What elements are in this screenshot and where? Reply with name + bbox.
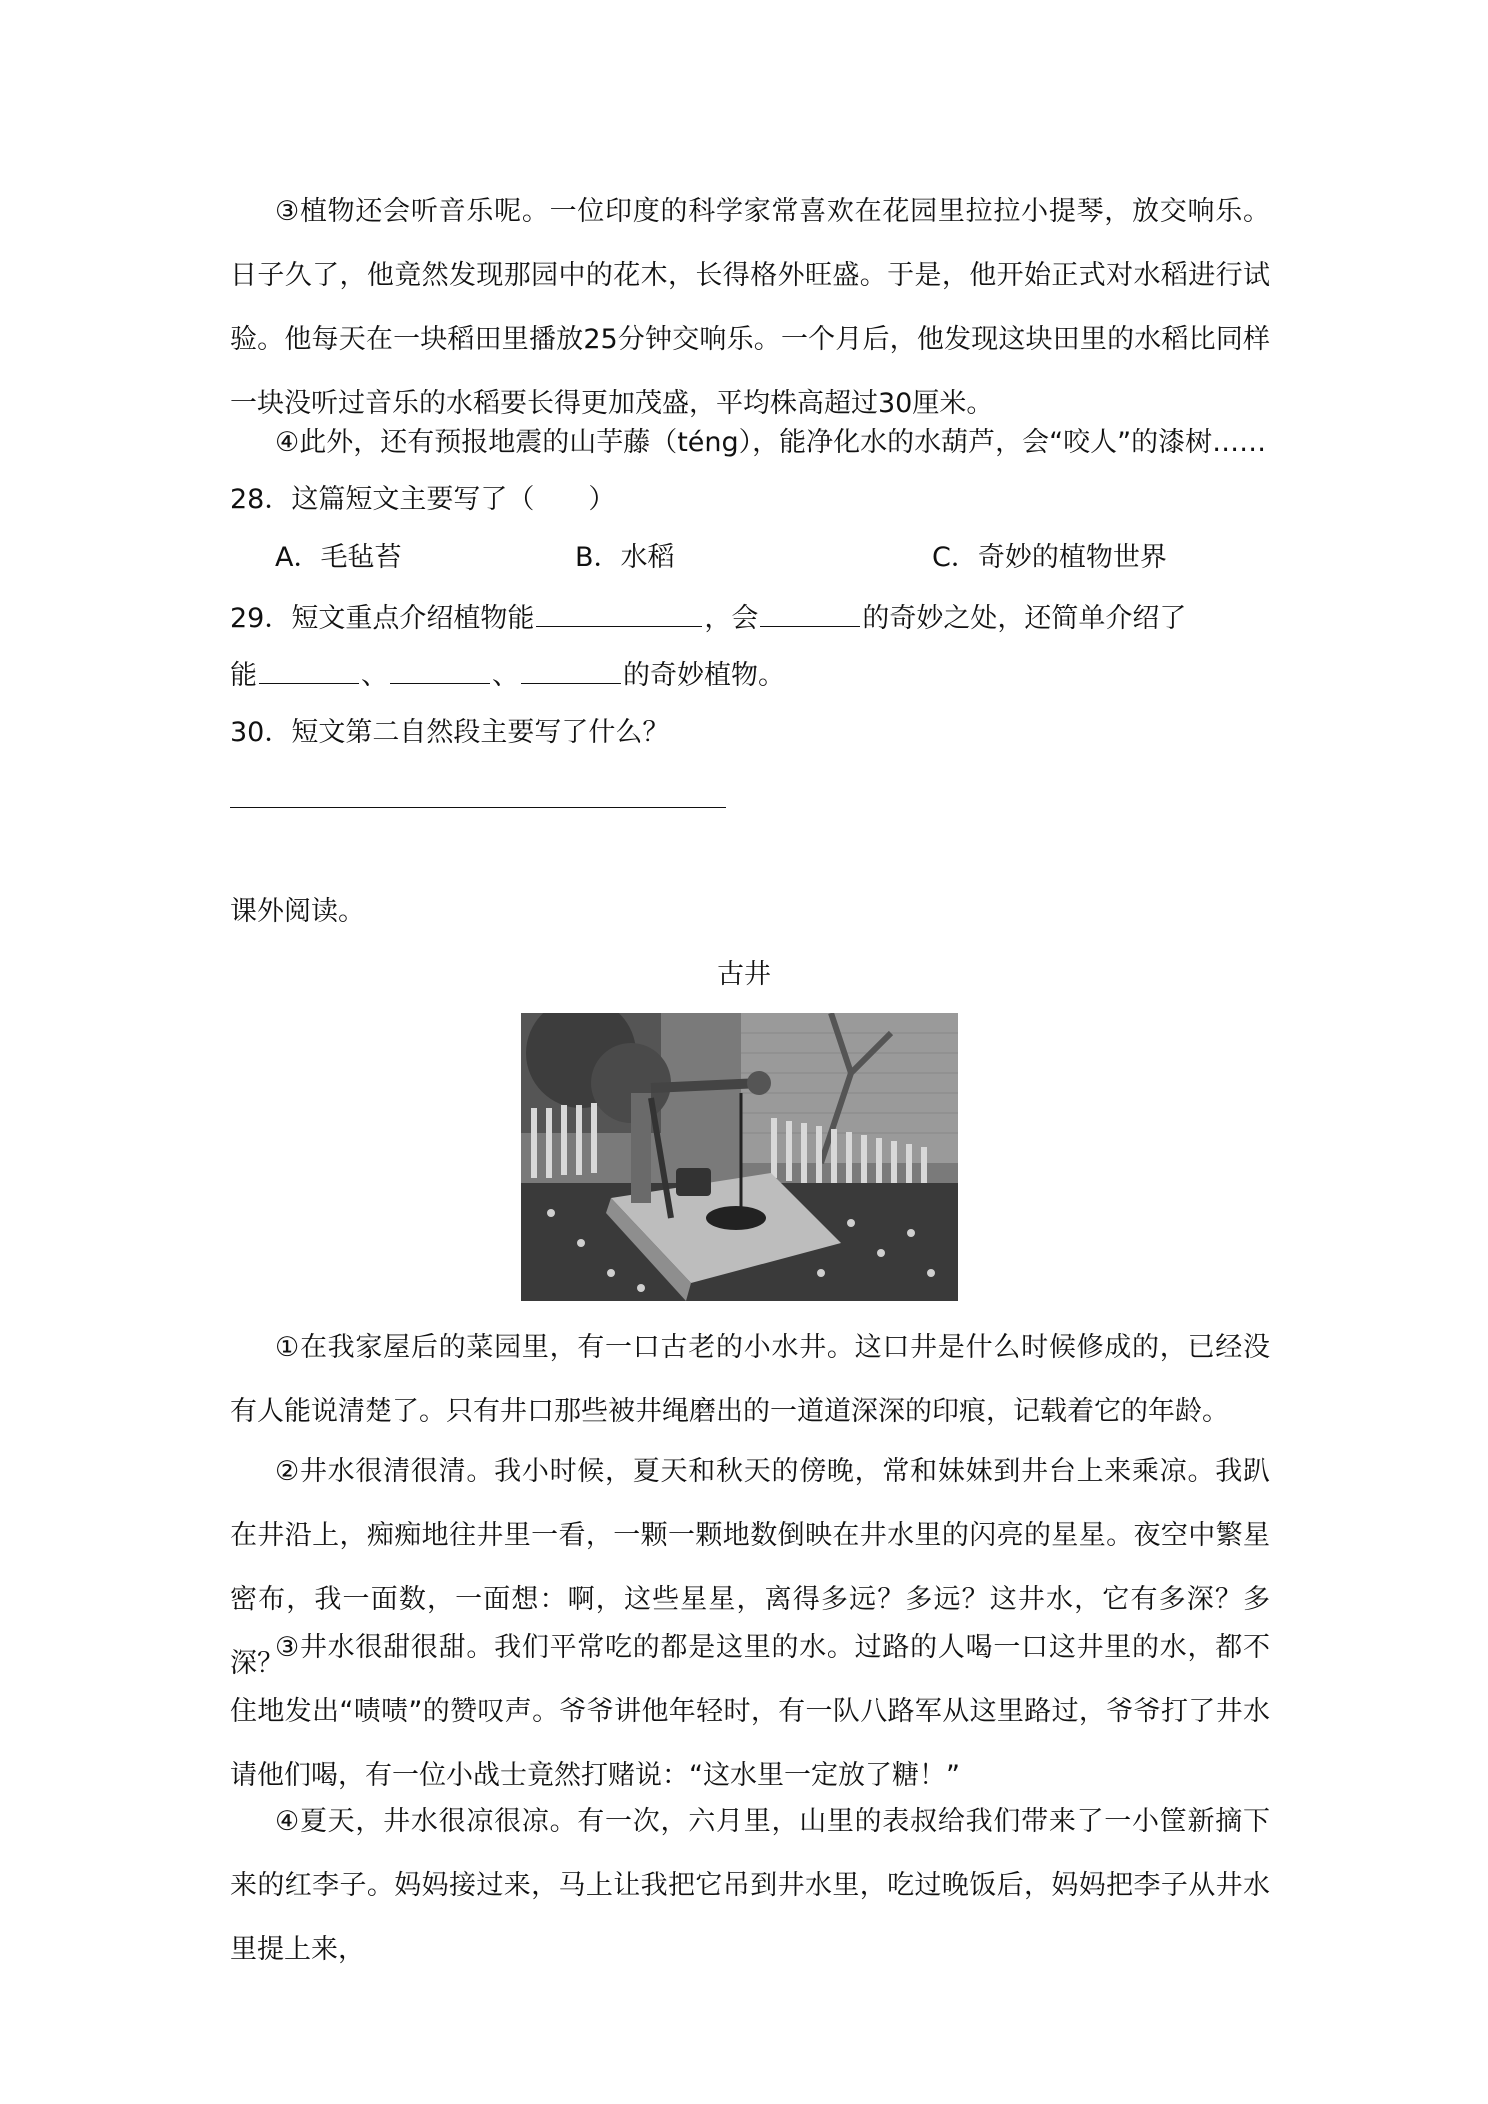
q29-blank-2[interactable] xyxy=(760,598,860,627)
q29-text-3: 的奇妙之处，还简单介绍了 xyxy=(862,603,1187,634)
question-30-stem: 30．短文第二自然段主要写了什么？ xyxy=(230,717,670,748)
passage2-paragraph-4: ④夏天，井水很凉很凉。有一次，六月里，山里的表叔给我们带来了一小筐新摘下来的红李子。妈妈接过来，马上让我把它吊到井水里，吃过晚饭后，妈妈把李子从井水里提上来， xyxy=(230,1806,1270,1965)
q29-blank-1[interactable] xyxy=(536,598,702,627)
q29-sep-1: 、 xyxy=(361,660,388,691)
passage1-paragraph-4: ④此外，还有预报地震的山芋藤（téng），能净化水的水葫芦，会“咬人”的漆树…… xyxy=(275,427,1267,458)
question-29-line-2 xyxy=(230,655,785,696)
passage2-paragraph-2: ②井水很清很清。我小时候，夏天和秋天的傍晚，常和妹妹到井台上来乘凉。我趴在井沿上，痴痴地往井里一看，一颗一颗地数倒映在井水里的闪亮的星星。夜空中繁星密布，我一面数，一面想：啊，这些星星，离得多远？多远？这井水，它有多深？多深？ xyxy=(230,1456,1270,1679)
q28-option-a[interactable]: A．毛毡苔 xyxy=(275,542,402,573)
question-28-stem: 28．这篇短文主要写了（ ） xyxy=(230,484,616,515)
passage2-paragraph-1: ①在我家屋后的菜园里，有一口古老的小水井。这口井是什么时候修成的，已经没有人能说清楚了。只有井口那些被井绳磨出的一道道深深的印痕，记载着它的年龄。 xyxy=(230,1332,1270,1427)
q29-blank-4[interactable] xyxy=(390,655,490,684)
q29-sep-2: 、 xyxy=(492,660,519,691)
q30-answer-line[interactable] xyxy=(230,806,726,808)
passage2-paragraph-3: ③井水很甜很甜。我们平常吃的都是这里的水。过路的人喝一口这井里的水，都不住地发出“啧啧”的赞叹声。爷爷讲他年轻时，有一队八路军从这里路过，爷爷打了井水请他们喝，有一位小战士竟然打赌说：“这水里一定放了糖！” xyxy=(230,1632,1270,1791)
question-29-line-1 xyxy=(230,598,1186,639)
passage1-paragraph-3: ③植物还会听音乐呢。一位印度的科学家常喜欢在花园里拉拉小提琴，放交响乐。日子久了，他竟然发现那园中的花木，长得格外旺盛。于是，他开始正式对水稻进行试验。他每天在一块稻田里播放25分钟交响乐。一个月后，他发现这块田里的水稻比同样一块没听过音乐的水稻要长得更加茂盛，平均株高超过30厘米。 xyxy=(230,196,1270,419)
q29-text-2: ，会 xyxy=(704,603,759,634)
q29-text-5: 的奇妙植物。 xyxy=(623,660,785,691)
q29-text-4: 能 xyxy=(230,660,257,691)
old-well-photo xyxy=(521,1013,958,1301)
q29-text-1: 29．短文重点介绍植物能 xyxy=(230,603,535,634)
q28-option-b[interactable]: B．水稻 xyxy=(575,542,675,573)
section-label: 课外阅读。 xyxy=(230,896,365,927)
passage-title: 古井 xyxy=(717,959,771,990)
q28-option-c[interactable]: C．奇妙的植物世界 xyxy=(932,542,1167,573)
q29-blank-5[interactable] xyxy=(521,655,621,684)
q29-blank-3[interactable] xyxy=(259,655,359,684)
